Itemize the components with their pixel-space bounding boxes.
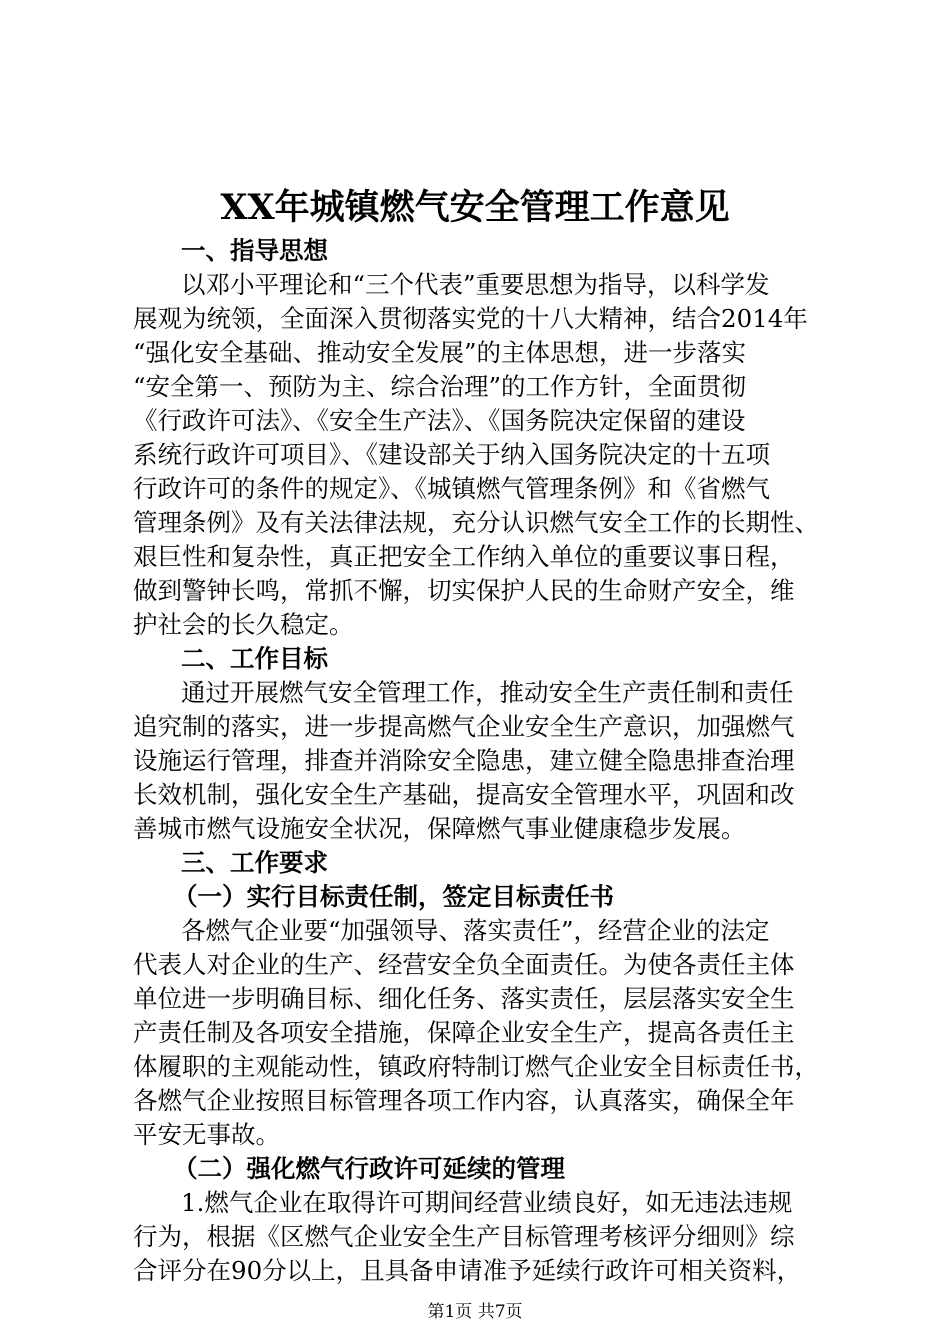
paragraph-line: 1.燃气企业在取得许可期间经营业绩良好，如无违法违规 [181, 1188, 793, 1217]
paragraph-line: “安全第一、预防为主、综合治理”的工作方针，全面贯彻 [133, 372, 747, 401]
paragraph-line: 行为，根据《区燃气企业安全生产目标管理考核评分细则》综 [133, 1222, 795, 1251]
paragraph-line: 管理条例》及有关法律法规，充分认识燃气安全工作的长期性、 [133, 508, 819, 537]
paragraph-line: 通过开展燃气安全管理工作，推动安全生产责任制和责任 [181, 678, 794, 707]
subsection-heading-license-renewal: （二）强化燃气行政许可延续的管理 [173, 1154, 565, 1183]
paragraph-line: 单位进一步明确目标、细化任务、落实责任，层层落实安全生 [133, 984, 795, 1013]
paragraph-line: “强化安全基础、推动安全发展”的主体思想，进一步落实 [133, 338, 747, 367]
paragraph-line: 护社会的长久稳定。 [133, 610, 354, 639]
paragraph-line: 艰巨性和复杂性，真正把安全工作纳入单位的重要议事日程， [133, 542, 795, 571]
paragraph-line: 善城市燃气设施安全状况，保障燃气事业健康稳步发展。 [133, 814, 746, 843]
section-heading-work-requirements: 三、工作要求 [181, 848, 328, 877]
paragraph-line: 合评分在90分以上，且具备申请准予延续行政许可相关资料， [133, 1256, 802, 1285]
paragraph-line: 长效机制，强化安全生产基础，提高安全管理水平，巩固和改 [133, 780, 795, 809]
paragraph-line: 平安无事故。 [133, 1120, 280, 1149]
page-footer: 第1页 共7页 [427, 1302, 523, 1322]
paragraph-line: 系统行政许可项目》、《建设部关于纳入国务院决定的十五项 [133, 440, 770, 469]
paragraph-line: 体履职的主观能动性，镇政府特制订燃气企业安全目标责任书， [133, 1052, 819, 1081]
document-title: XX年城镇燃气安全管理工作意见 [220, 187, 730, 228]
paragraph-line: 各燃气企业按照目标管理各项工作内容，认真落实，确保全年 [133, 1086, 795, 1115]
paragraph-line: 代表人对企业的生产、经营安全负全面责任。为使各责任主体 [133, 950, 795, 979]
subsection-heading-target-responsibility: （一）实行目标责任制，签定目标责任书 [173, 882, 614, 911]
paragraph-line: 做到警钟长鸣，常抓不懈，切实保护人民的生命财产安全，维 [133, 576, 795, 605]
paragraph-line: 展观为统领，全面深入贯彻落实党的十八大精神，结合2014年 [133, 304, 808, 333]
section-heading-guiding-ideology: 一、指导思想 [181, 236, 328, 265]
paragraph-line: 产责任制及各项安全措施，保障企业安全生产，提高各责任主 [133, 1018, 795, 1047]
paragraph-line: 各燃气企业要“加强领导、落实责任”，经营企业的法定 [181, 916, 770, 945]
paragraph-line: 《行政许可法》、《安全生产法》、《国务院决定保留的建设 [133, 406, 746, 435]
paragraph-line: 行政许可的条件的规定》、《城镇燃气管理条例》和《省燃气 [133, 474, 770, 503]
paragraph-line: 追究制的落实，进一步提高燃气企业安全生产意识，加强燃气 [133, 712, 795, 741]
paragraph-line: 设施运行管理，排查并消除安全隐患，建立健全隐患排查治理 [133, 746, 795, 775]
section-heading-work-goals: 二、工作目标 [181, 644, 328, 673]
paragraph-line: 以邓小平理论和“三个代表”重要思想为指导，以科学发 [181, 270, 770, 299]
